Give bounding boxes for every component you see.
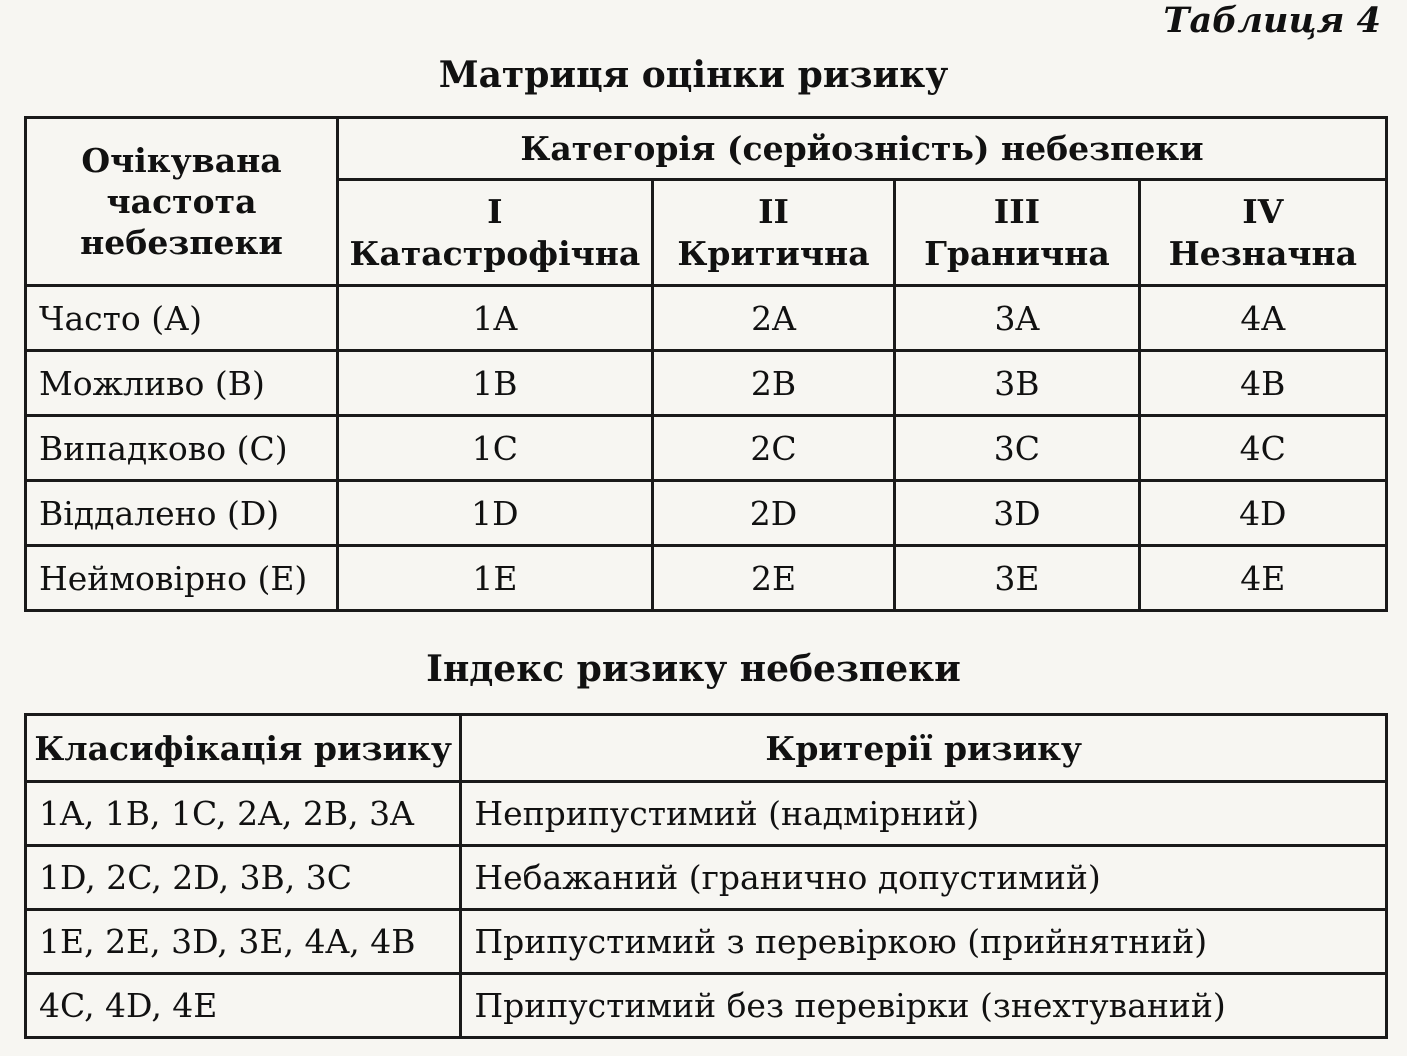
frequency-label: Неймовірно (Е) [26, 546, 338, 611]
frequency-label: Часто (А) [26, 286, 338, 351]
matrix-cell: 2A [652, 286, 894, 351]
frequency-header [26, 118, 338, 286]
matrix-row [26, 481, 1387, 546]
category-col-header [895, 180, 1139, 286]
index-row [26, 846, 1387, 910]
category-name: Гранична [924, 233, 1110, 273]
matrix-cell: 3E [895, 546, 1139, 611]
category-name: Незначна [1168, 233, 1358, 273]
frequency-header-line: Очікувана [81, 140, 282, 180]
category-name: Критична [677, 233, 870, 273]
matrix-cell: 2C [652, 416, 894, 481]
risk-classes: 1A, 1B, 1C, 2A, 2B, 3A [26, 782, 461, 846]
risk-classes: 1E, 2E, 3D, 3E, 4A, 4B [26, 910, 461, 974]
index-title: Індекс ризику небезпеки [426, 648, 961, 690]
category-header: Категорія (серйозність) небезпеки [338, 118, 1387, 180]
category-col-header [338, 180, 653, 286]
risk-criteria: Припустимий з перевіркою (прийнятний) [461, 910, 1387, 974]
category-roman: I [487, 192, 503, 232]
matrix-cell: 4E [1139, 546, 1386, 611]
matrix-cell: 4B [1139, 351, 1386, 416]
matrix-cell: 4C [1139, 416, 1386, 481]
matrix-row [26, 416, 1387, 481]
index-row [26, 910, 1387, 974]
risk-index-table [24, 713, 1388, 1039]
matrix-cell: 1A [338, 286, 653, 351]
criteria-header: Критерії ризику [461, 715, 1387, 782]
matrix-cell: 2B [652, 351, 894, 416]
frequency-label: Можливо (В) [26, 351, 338, 416]
matrix-row [26, 286, 1387, 351]
matrix-cell: 1C [338, 416, 653, 481]
matrix-cell: 1B [338, 351, 653, 416]
matrix-row [26, 351, 1387, 416]
classification-header: Класифікація ризику [26, 715, 461, 782]
risk-criteria: Припустимий без перевірки (знехтуваний) [461, 974, 1387, 1038]
matrix-cell: 4D [1139, 481, 1386, 546]
category-col-header [652, 180, 894, 286]
frequency-label: Випадково (С) [26, 416, 338, 481]
risk-criteria: Неприпустимий (надмірний) [461, 782, 1387, 846]
frequency-label: Віддалено (D) [26, 481, 338, 546]
index-row [26, 782, 1387, 846]
matrix-cell: 3B [895, 351, 1139, 416]
risk-matrix-table [24, 116, 1388, 612]
frequency-header-line: частота [106, 181, 257, 221]
risk-criteria: Небажаний (гранично допустимий) [461, 846, 1387, 910]
matrix-cell: 3A [895, 286, 1139, 351]
category-name: Катастрофічна [349, 233, 641, 273]
matrix-cell: 2E [652, 546, 894, 611]
category-roman: II [758, 192, 789, 232]
matrix-cell: 4A [1139, 286, 1386, 351]
matrix-cell: 1D [338, 481, 653, 546]
index-row [26, 974, 1387, 1038]
risk-classes: 4C, 4D, 4E [26, 974, 461, 1038]
matrix-cell: 1E [338, 546, 653, 611]
matrix-cell: 2D [652, 481, 894, 546]
category-roman: III [993, 192, 1041, 232]
matrix-cell: 3C [895, 416, 1139, 481]
category-roman: IV [1242, 192, 1284, 232]
matrix-title: Матриця оцінки ризику [438, 54, 949, 96]
matrix-row [26, 546, 1387, 611]
risk-classes: 1D, 2C, 2D, 3B, 3C [26, 846, 461, 910]
matrix-cell: 3D [895, 481, 1139, 546]
category-col-header [1139, 180, 1386, 286]
table-number-label: Таблиця 4 [1163, 0, 1381, 41]
frequency-header-line: небезпеки [80, 223, 283, 263]
